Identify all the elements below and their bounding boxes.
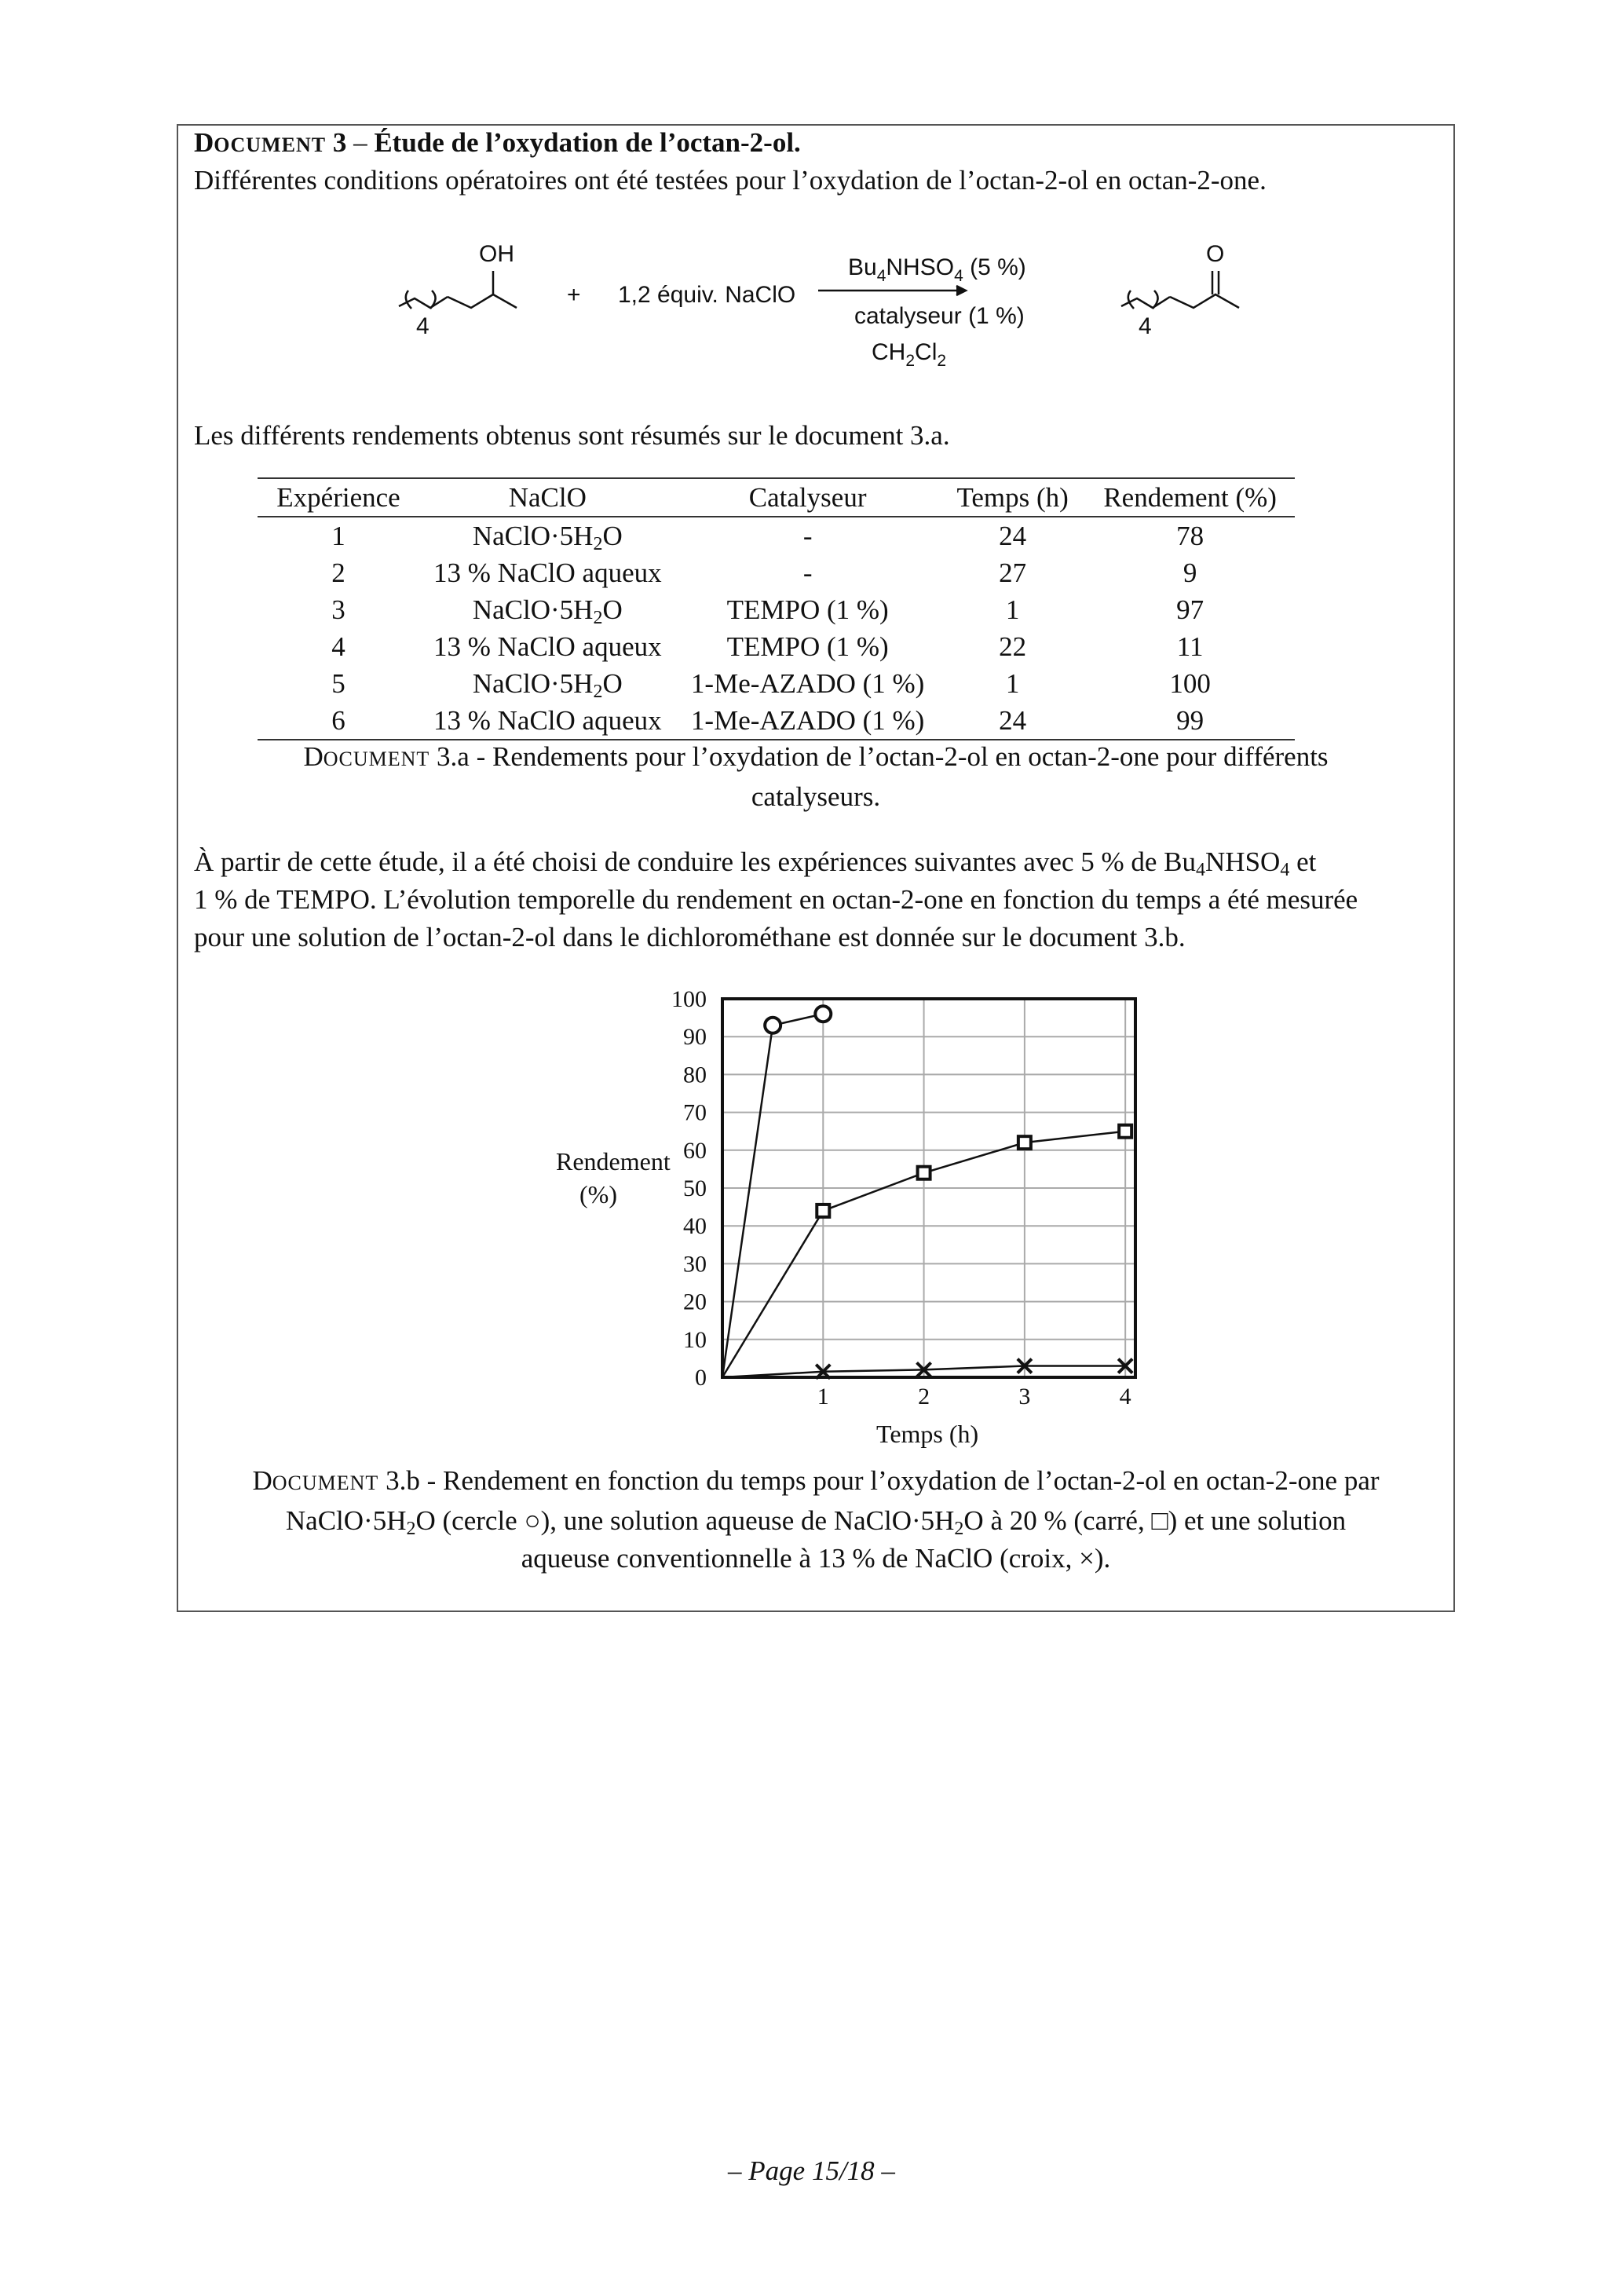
col-header-experience: Expérience (276, 481, 400, 513)
data-point-circle (765, 1018, 780, 1033)
table-caption (194, 738, 1438, 816)
data-point-square (817, 1205, 829, 1217)
intro-sentence: Différentes conditions opératoires ont été testées pour l’oxydation de l’octan-2-ol en octan-2-one. (194, 165, 1267, 196)
cell-naclo: 13 % NaClO aqueux (433, 704, 662, 736)
reaction-scheme (377, 232, 1280, 389)
cell-catalyseur: 1-Me-AZADO (1 %) (690, 667, 925, 699)
reactant-repeat-index: 4 (416, 313, 430, 339)
product-repeat-index: 4 (1139, 313, 1152, 339)
cell-experience: 5 (331, 667, 345, 699)
table-row (258, 517, 1295, 554)
doc-first-letter: D (194, 127, 214, 158)
col-header-catalyseur: Catalyseur (748, 481, 867, 513)
table-row (258, 591, 1295, 628)
cell-temps: 24 (999, 520, 1027, 551)
cell-experience: 1 (331, 520, 345, 551)
x-tick-label: 3 (1018, 1384, 1031, 1409)
document-title: Étude de l’oxydation de l’octan-2-ol. (374, 127, 801, 158)
cell-catalyseur: 1-Me-AZADO (1 %) (690, 704, 925, 736)
data-point-square (1018, 1136, 1031, 1149)
results-table (258, 477, 1295, 740)
reactant-oh-label: OH (479, 241, 514, 267)
x-tick-labels (817, 1384, 1131, 1409)
cell-temps: 24 (999, 704, 1027, 736)
cell-rendement: 99 (1176, 704, 1204, 736)
cell-experience: 3 (331, 594, 345, 625)
data-point-square (918, 1167, 930, 1179)
chart-caption-line3: aqueuse conventionnelle à 13 % de NaClO (croix, ×). (521, 1543, 1111, 1574)
method-line3: pour une solution de l’octan-2-ol dans le dichlorométhane est donnée sur le document 3.b. (194, 922, 1186, 952)
summary-sentence: Les différents rendements obtenus sont résumés sur le document 3.a. (194, 420, 950, 451)
cell-catalyseur: TEMPO (1 %) (726, 594, 889, 625)
y-tick-label: 10 (683, 1326, 707, 1353)
doc-label-rest: OCUMENT (214, 133, 327, 156)
product-main-chain (1170, 294, 1239, 308)
solvent-label: $CH_2Cl_2$ (872, 339, 947, 370)
y-tick-label: 80 (683, 1062, 707, 1088)
table-header-row (258, 478, 1295, 517)
y-tick-label: 100 (671, 986, 707, 1012)
reactant-main-chain (448, 294, 517, 308)
x-tick-label: 2 (918, 1384, 930, 1409)
cell-naclo: $NaClO\cdot 5H_2O$ (472, 520, 623, 554)
table-row (258, 702, 1295, 740)
cell-experience: 6 (331, 704, 345, 736)
y-tick-label: 70 (683, 1099, 707, 1126)
method-paragraph (194, 843, 1358, 956)
cell-rendement: 9 (1183, 557, 1197, 588)
x-axis-label: Temps (h) (876, 1420, 979, 1448)
y-tick-labels (671, 986, 707, 1391)
y-tick-label: 90 (683, 1024, 707, 1051)
doc-number: 3 (332, 127, 347, 158)
cell-naclo: 13 % NaClO aqueux (433, 557, 662, 588)
method-line1: À partir de cette étude, il a été choisi de conduire les expériences suivantes avec 5 % de $Bu_4NHSO_4$ et (194, 846, 1317, 880)
cell-experience: 4 (331, 631, 345, 662)
cell-experience: 2 (331, 557, 345, 588)
x-tick-label: 1 (817, 1384, 829, 1409)
cell-naclo: $NaClO\cdot 5H_2O$ (472, 594, 623, 628)
x-tick-label: 4 (1119, 1384, 1131, 1409)
series-line-circle (722, 1014, 823, 1377)
cell-catalyseur: TEMPO (1 %) (726, 631, 889, 662)
chart-caption-line2: $NaClO\cdot 5H_2O$ (cercle ○), une solution aqueuse de $NaClO\cdot 5H_2O$ à 20 % (carré, □) et une solution (285, 1505, 1347, 1539)
y-axis-label-line1: Rendement (556, 1147, 671, 1175)
chart-grid (722, 999, 1135, 1377)
heading-dash: – (353, 127, 367, 158)
document-heading (194, 127, 801, 159)
y-tick-label: 40 (683, 1213, 707, 1240)
table-row (258, 554, 1295, 591)
data-point-circle (815, 1006, 831, 1022)
product-o-label: O (1206, 241, 1225, 267)
cell-catalyseur: - (802, 557, 813, 588)
cell-temps: 22 (999, 631, 1027, 662)
y-tick-label: 50 (683, 1175, 707, 1201)
cell-rendement: 11 (1176, 631, 1204, 662)
data-point-square (1119, 1125, 1131, 1138)
cell-naclo: 13 % NaClO aqueux (433, 631, 662, 662)
y-tick-label: 60 (683, 1137, 707, 1164)
y-tick-label: 30 (683, 1251, 707, 1278)
cell-temps: 1 (1005, 594, 1020, 625)
y-axis-label-line2: (%) (579, 1180, 617, 1208)
cell-temps: 27 (999, 557, 1027, 588)
chart-caption (194, 1462, 1438, 1578)
plus-sign: + (567, 282, 581, 308)
table-caption-line1: DOCUMENT 3.a - Rendements pour l’oxydation de l’octan-2-ol en octan-2-one pour différents (303, 741, 1329, 772)
y-tick-label: 20 (683, 1289, 707, 1315)
cell-rendement: 78 (1176, 520, 1204, 551)
chart-caption-line1: DOCUMENT 3.b - Rendement en fonction du temps pour l’oxydation de l’octan-2-ol en octan-2-one par (252, 1465, 1380, 1496)
cell-temps: 1 (1005, 667, 1020, 699)
col-header-rendement: Rendement (%) (1103, 481, 1277, 513)
cell-rendement: 100 (1169, 667, 1211, 699)
page-footer: – Page 15/18 – (728, 2155, 895, 2186)
catalyst-additive-label: $Bu_4NHSO_4$ (5 %) (848, 254, 1026, 285)
cell-catalyseur: - (802, 520, 813, 551)
y-tick-label: 0 (695, 1365, 707, 1391)
col-header-temps: Temps (h) (956, 481, 1069, 513)
reagent-label: 1,2 équiv. NaClO (618, 282, 796, 308)
yield-chart (471, 974, 1178, 1461)
reaction-arrow-head (956, 286, 966, 295)
table-row (258, 628, 1295, 665)
table-row (258, 665, 1295, 702)
catalyst-label: catalyseur (1 %) (854, 303, 1025, 329)
cell-rendement: 97 (1176, 594, 1204, 625)
chart-series (722, 1006, 1132, 1378)
cell-naclo: $NaClO\cdot 5H_2O$ (472, 667, 623, 702)
col-header-naclo: NaClO (508, 481, 587, 513)
method-line2: 1 % de TEMPO. L’évolution temporelle du rendement en octan-2-one en fonction du temps a été mesurée (194, 884, 1358, 915)
table-caption-line2: catalyseurs. (751, 781, 881, 812)
